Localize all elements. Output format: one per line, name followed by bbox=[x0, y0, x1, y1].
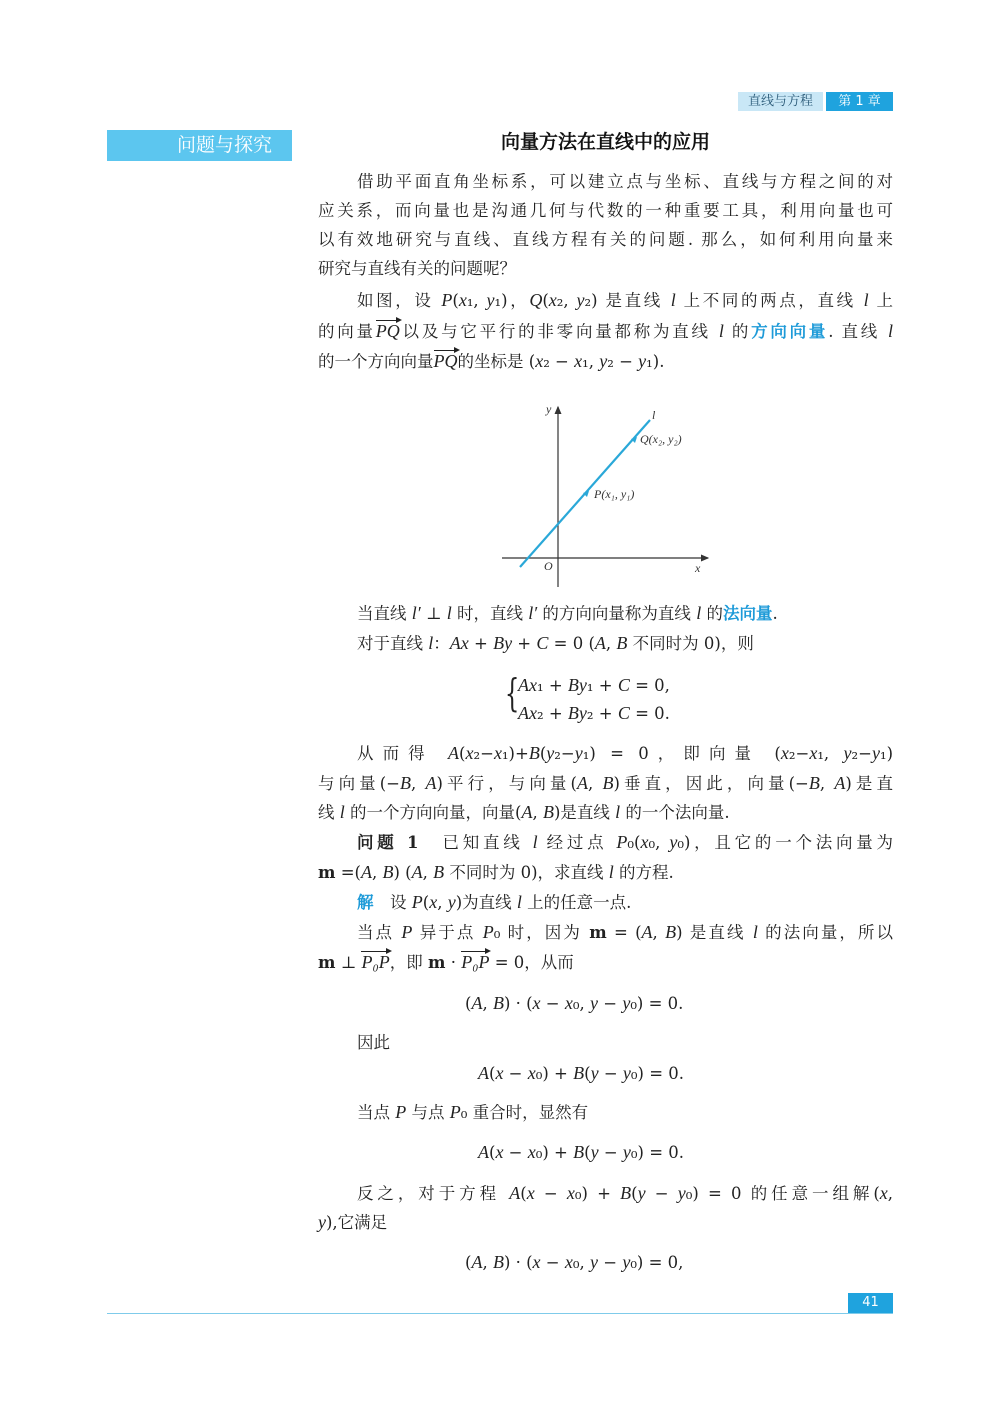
text-line bbox=[357, 830, 893, 855]
text-segment: 的方向向量称为直线 bbox=[537, 604, 697, 623]
point-p-label: P(x₁, y₁) bbox=[594, 487, 635, 501]
text-segment: l bbox=[752, 922, 758, 942]
text-segment: B bbox=[399, 773, 411, 793]
text-segment: y bbox=[590, 1063, 599, 1083]
coordinate-diagram bbox=[490, 395, 720, 595]
text-segment: m bbox=[427, 953, 446, 972]
vector-symbol: P₀P bbox=[361, 952, 390, 972]
running-header-section: 直线与方程 bbox=[738, 92, 823, 111]
text-segment: x bbox=[526, 1183, 535, 1203]
text-segment: ₀) = 0. bbox=[630, 994, 684, 1013]
text-segment: )是直线 bbox=[553, 803, 616, 822]
text-segment: ₂− bbox=[851, 744, 872, 763]
text-segment: C bbox=[536, 633, 549, 653]
text-segment: l bbox=[696, 603, 702, 623]
text-segment: A bbox=[478, 1142, 489, 1162]
text-segment: = ( bbox=[606, 923, 642, 942]
text-segment: B bbox=[433, 862, 445, 882]
text-segment: , bbox=[437, 893, 448, 912]
text-segment: A bbox=[471, 993, 483, 1013]
text-segment: ₀, bbox=[648, 833, 670, 852]
text-segment: − bbox=[598, 1143, 623, 1162]
text-segment: y bbox=[622, 1142, 631, 1162]
text-segment: 的 bbox=[701, 604, 723, 623]
vector-symbol: PQ bbox=[375, 321, 400, 341]
line-label: l bbox=[652, 408, 656, 422]
text-segment: 经过点 bbox=[537, 833, 617, 852]
text-segment: x bbox=[574, 351, 583, 371]
text-segment: ₂− bbox=[788, 744, 810, 763]
vector-symbol: P₀P bbox=[461, 952, 490, 972]
text-segment: B bbox=[808, 773, 820, 793]
text-line bbox=[318, 349, 893, 374]
text-segment: ₂ − bbox=[607, 352, 639, 371]
text-segment: B bbox=[573, 1142, 585, 1162]
text-segment: x bbox=[535, 351, 544, 371]
text-segment: x bbox=[429, 892, 438, 912]
text-segment: , bbox=[819, 774, 835, 793]
text-segment: )平行，与向量( bbox=[436, 774, 577, 793]
text-segment: ₁, bbox=[582, 352, 600, 371]
text-segment: ₀) = 0, bbox=[630, 1253, 684, 1272]
text-segment: A bbox=[411, 862, 423, 882]
text-segment: ₂, bbox=[556, 291, 577, 310]
text-segment: ₀ 重合时，显然有 bbox=[460, 1103, 589, 1122]
text-segment: B bbox=[620, 1183, 632, 1203]
text-segment: P bbox=[395, 1102, 407, 1122]
text-segment: A bbox=[448, 743, 460, 763]
text-line bbox=[318, 951, 893, 975]
text-segment: 上 bbox=[868, 291, 893, 310]
text-segment: ₀( bbox=[627, 833, 641, 852]
vector-symbol: PQ bbox=[433, 351, 458, 371]
text-segment: ₀, bbox=[572, 1253, 590, 1272]
text-segment: y bbox=[576, 290, 585, 310]
text-segment: x bbox=[548, 290, 557, 310]
text-segment: y bbox=[589, 1252, 598, 1272]
text-segment: 的一个法向量. bbox=[620, 803, 730, 822]
text-segment: By bbox=[493, 633, 513, 653]
text-segment: l bbox=[863, 290, 869, 310]
text-segment: 当点 bbox=[357, 923, 402, 942]
text-segment: y bbox=[871, 743, 880, 763]
text-line bbox=[465, 991, 683, 1016]
text-segment: − bbox=[645, 1184, 678, 1203]
text-segment: ₁) bbox=[879, 744, 894, 763]
text-segment: ₁)， bbox=[494, 291, 530, 310]
equation-system-brace: { bbox=[504, 671, 520, 715]
text-segment: A bbox=[834, 773, 846, 793]
text-segment: x bbox=[495, 1063, 504, 1083]
text-segment: x bbox=[564, 1252, 573, 1272]
key-term: 方向向量 bbox=[751, 322, 829, 341]
text-line bbox=[357, 170, 893, 194]
text-segment: B bbox=[542, 802, 554, 822]
text-segment: =( bbox=[335, 863, 361, 882]
text-segment: B bbox=[528, 743, 540, 763]
text-segment: ₂− bbox=[554, 744, 575, 763]
text-segment: 借助平面直角坐标系，可以建立点与坐标、直线与方程之间的对 bbox=[357, 172, 893, 191]
text-segment: ( bbox=[542, 291, 549, 310]
text-line bbox=[318, 800, 893, 825]
text-line bbox=[518, 701, 670, 726]
text-segment: , bbox=[371, 863, 383, 882]
text-segment: ₂ − bbox=[543, 352, 575, 371]
text-segment: ₂ + bbox=[536, 704, 568, 723]
text-segment: A bbox=[509, 1183, 521, 1203]
text-segment: y bbox=[546, 743, 555, 763]
text-segment: − bbox=[598, 1064, 623, 1083]
text-segment: y bbox=[669, 832, 678, 852]
text-segment: 因此 bbox=[357, 1033, 390, 1052]
text-line bbox=[357, 741, 893, 766]
text-segment: · bbox=[445, 953, 462, 972]
text-segment: )垂直，因此，向量(− bbox=[613, 774, 809, 793]
text-segment: ) 是直线 bbox=[676, 923, 753, 942]
text-segment: l′ bbox=[411, 603, 421, 623]
text-segment: B bbox=[492, 993, 504, 1013]
text-segment: = 0, bbox=[629, 676, 670, 695]
text-segment: A bbox=[641, 922, 653, 942]
text-line bbox=[478, 1061, 684, 1086]
text-segment: B bbox=[602, 773, 614, 793]
text-segment: 上不同的两点，直线 bbox=[675, 291, 864, 310]
text-segment: 异于点 bbox=[412, 923, 483, 942]
text-line bbox=[318, 228, 893, 252]
text-segment: ₂) 是直线 bbox=[584, 291, 671, 310]
x-axis-label: x bbox=[695, 561, 701, 575]
text-segment: Ax bbox=[518, 703, 537, 723]
text-line bbox=[357, 288, 893, 313]
key-term: 解 bbox=[357, 893, 374, 912]
text-segment: m bbox=[318, 863, 336, 882]
text-line bbox=[357, 1031, 893, 1055]
text-segment: x bbox=[640, 832, 649, 852]
text-segment: ₀) + bbox=[574, 1184, 621, 1203]
text-segment: y bbox=[574, 743, 583, 763]
text-segment: y bbox=[447, 892, 456, 912]
origin-label: O bbox=[544, 559, 553, 573]
text-segment: x bbox=[532, 1252, 541, 1272]
text-segment: Ax bbox=[449, 633, 469, 653]
text-segment: ( bbox=[489, 1143, 496, 1162]
text-segment: ( bbox=[539, 744, 547, 763]
text-segment: y bbox=[622, 993, 631, 1013]
text-segment: 以及与它平行的非零向量都称为直线 bbox=[399, 322, 719, 341]
text-segment: − bbox=[503, 1143, 528, 1162]
text-segment: − bbox=[534, 1184, 567, 1203]
text-segment: , bbox=[587, 774, 603, 793]
text-segment: x bbox=[527, 1142, 536, 1162]
text-line bbox=[357, 1181, 893, 1206]
text-segment: 已知直线 bbox=[418, 833, 533, 852]
text-segment: l bbox=[615, 802, 621, 822]
text-segment: By bbox=[567, 675, 587, 695]
text-segment: P bbox=[449, 1102, 461, 1122]
text-segment: m bbox=[589, 923, 607, 942]
text-segment: x bbox=[879, 1183, 888, 1203]
text-line bbox=[318, 319, 893, 344]
text-segment: − bbox=[540, 1253, 565, 1272]
text-line bbox=[318, 1210, 893, 1235]
text-segment: , bbox=[652, 923, 666, 942]
text-segment: l bbox=[516, 892, 522, 912]
text-segment: l bbox=[608, 862, 614, 882]
text-segment: x bbox=[527, 1063, 536, 1083]
text-segment: A bbox=[478, 1063, 489, 1083]
text-segment: ₀) + bbox=[535, 1064, 574, 1083]
text-segment: 不同时为 0)，则 bbox=[627, 634, 754, 653]
text-segment: 从而得 bbox=[357, 744, 449, 763]
text-segment: y bbox=[637, 1183, 646, 1203]
text-segment: y bbox=[622, 1252, 631, 1272]
text-segment: l bbox=[670, 290, 676, 310]
text-segment: l′ bbox=[528, 603, 538, 623]
text-segment: + bbox=[512, 634, 537, 653]
text-segment: ( bbox=[465, 994, 472, 1013]
text-segment: x bbox=[495, 1142, 504, 1162]
section-badge: 问题与探究 bbox=[107, 130, 292, 161]
text-segment: 的一个方向向量 bbox=[318, 352, 434, 371]
text-segment: , bbox=[482, 994, 493, 1013]
text-segment: 的坐标是 ( bbox=[457, 352, 536, 371]
text-segment: ( bbox=[465, 1253, 472, 1272]
text-segment: ⊥ bbox=[420, 604, 447, 623]
text-segment: − bbox=[540, 994, 565, 1013]
text-segment: ₀ 时，因为 bbox=[493, 923, 590, 942]
text-segment: x bbox=[566, 1183, 575, 1203]
text-segment: 上的任意一点. bbox=[521, 893, 632, 912]
text-segment: y bbox=[622, 1063, 631, 1083]
text-line bbox=[318, 199, 893, 223]
text-segment: P bbox=[441, 290, 453, 310]
text-segment: ) · ( bbox=[503, 1253, 533, 1272]
text-segment: 线 bbox=[318, 803, 340, 822]
text-segment: y bbox=[590, 1142, 599, 1162]
text-line bbox=[357, 890, 893, 915]
text-segment: P bbox=[616, 832, 628, 852]
text-segment: y bbox=[843, 743, 852, 763]
text-segment: ₀) + bbox=[535, 1143, 574, 1162]
text-segment: By bbox=[567, 703, 587, 723]
text-segment: ( bbox=[452, 291, 459, 310]
text-segment: ₁)+ bbox=[501, 744, 529, 763]
text-segment: = 0. bbox=[629, 704, 670, 723]
text-segment: x bbox=[458, 290, 467, 310]
text-segment: ( bbox=[584, 1064, 591, 1083]
text-segment: A bbox=[576, 773, 588, 793]
text-segment: m bbox=[318, 953, 336, 972]
text-segment: ₀) = 0 的任意一组解( bbox=[685, 1184, 880, 1203]
text-segment: 与向量(− bbox=[318, 774, 400, 793]
text-line bbox=[318, 771, 893, 796]
text-segment: ，即 bbox=[389, 953, 428, 972]
text-segment: ₁ + bbox=[586, 676, 618, 695]
text-segment: y bbox=[318, 1212, 326, 1232]
text-segment: x bbox=[809, 743, 818, 763]
text-segment: y bbox=[638, 351, 647, 371]
text-segment: 的方程. bbox=[613, 863, 674, 882]
text-segment: ₀) = 0. bbox=[630, 1143, 685, 1162]
text-segment: 设 bbox=[373, 893, 412, 912]
text-segment: ₂− bbox=[473, 744, 494, 763]
text-segment: B bbox=[492, 1252, 504, 1272]
text-segment: x bbox=[493, 743, 502, 763]
text-segment: B bbox=[616, 633, 628, 653]
text-segment: , bbox=[605, 634, 617, 653]
text-segment: P bbox=[411, 892, 423, 912]
text-segment: l bbox=[532, 832, 538, 852]
text-segment: B bbox=[665, 922, 677, 942]
text-segment: 的 bbox=[723, 322, 752, 341]
text-segment: , bbox=[887, 1184, 894, 1203]
text-segment: A bbox=[521, 802, 533, 822]
text-segment: B bbox=[382, 862, 394, 882]
text-segment: 研究与直线有关的问题呢？ bbox=[318, 259, 516, 278]
text-line bbox=[465, 1250, 683, 1275]
text-segment: − bbox=[597, 1253, 623, 1272]
text-segment: 如图，设 bbox=[357, 291, 442, 310]
text-segment: ₀, bbox=[572, 994, 590, 1013]
text-segment: 问题 1 bbox=[357, 833, 419, 852]
text-segment: 对于直线 bbox=[357, 634, 429, 653]
text-segment: x bbox=[532, 993, 541, 1013]
text-segment: 反之，对于方程 bbox=[357, 1184, 510, 1203]
text-segment: ( bbox=[584, 1143, 591, 1162]
text-segment: , bbox=[422, 863, 434, 882]
text-segment: = 0，从而 bbox=[489, 953, 574, 972]
footer-rule bbox=[107, 1313, 893, 1314]
text-segment: x bbox=[465, 743, 474, 763]
text-segment: , bbox=[410, 774, 426, 793]
text-segment: y bbox=[486, 290, 495, 310]
text-segment: 以有效地研究与直线、直线方程有关的问题. 那么，如何利用向量来 bbox=[318, 230, 893, 249]
text-segment: ( bbox=[489, 1064, 496, 1083]
text-segment: )是直 bbox=[845, 774, 894, 793]
text-line bbox=[357, 1100, 893, 1125]
text-segment: A bbox=[471, 1252, 483, 1272]
text-segment: = 0 ( bbox=[548, 634, 595, 653]
text-segment: . bbox=[772, 604, 778, 623]
text-line bbox=[478, 1140, 684, 1165]
text-segment: 与点 bbox=[406, 1103, 450, 1122]
text-segment: ( bbox=[459, 744, 466, 763]
point-q-label: Q(x₂, y₂) bbox=[640, 432, 682, 446]
text-segment: ₁) = 0，即向量 ( bbox=[582, 744, 781, 763]
text-line bbox=[357, 920, 893, 945]
text-segment: ) · ( bbox=[503, 994, 533, 1013]
text-segment: ₁, bbox=[466, 291, 487, 310]
text-segment: , bbox=[532, 803, 543, 822]
text-segment: 不同时为 0)，求直线 bbox=[444, 863, 609, 882]
text-segment: − bbox=[597, 994, 623, 1013]
text-segment: A bbox=[425, 773, 437, 793]
text-segment: − bbox=[503, 1064, 528, 1083]
text-line bbox=[357, 631, 893, 656]
text-segment: ₀) = 0. bbox=[630, 1064, 685, 1083]
text-segment: P bbox=[482, 922, 494, 942]
text-segment: C bbox=[617, 703, 630, 723]
key-term: 法向量 bbox=[722, 604, 773, 623]
text-segment: x bbox=[780, 743, 789, 763]
text-segment: y bbox=[599, 351, 608, 371]
text-segment: C bbox=[617, 675, 630, 695]
text-segment: 的法向量，所以 bbox=[757, 923, 893, 942]
text-segment: l bbox=[428, 633, 434, 653]
text-segment: ( bbox=[422, 893, 430, 912]
text-segment: 应关系，而向量也是沟通几何与代数的一种重要工具，利用向量也可 bbox=[318, 201, 893, 220]
text-segment: ) ( bbox=[393, 863, 412, 882]
text-line bbox=[318, 257, 893, 281]
text-segment: + bbox=[468, 634, 494, 653]
text-segment: l bbox=[718, 321, 724, 341]
text-segment: , bbox=[482, 1253, 493, 1272]
text-segment: A bbox=[360, 862, 372, 882]
text-segment: )为直线 bbox=[455, 893, 517, 912]
text-segment: y bbox=[677, 1183, 686, 1203]
text-segment: . 直线 bbox=[828, 322, 888, 341]
text-segment: ₁, bbox=[817, 744, 844, 763]
text-segment: x bbox=[564, 993, 573, 1013]
text-segment: ： bbox=[433, 634, 450, 653]
text-segment: y bbox=[589, 993, 598, 1013]
text-segment: 的向量 bbox=[318, 322, 376, 341]
text-line bbox=[357, 601, 893, 626]
text-segment: l bbox=[339, 802, 345, 822]
text-segment: ₂ + bbox=[586, 704, 618, 723]
text-segment: A bbox=[594, 633, 606, 653]
text-segment: B bbox=[573, 1063, 585, 1083]
text-segment: ⊥ bbox=[335, 953, 362, 972]
text-segment: ₀)，且它的一个法向量为 bbox=[677, 833, 893, 852]
text-segment: 当直线 bbox=[357, 604, 412, 623]
text-segment: P bbox=[401, 922, 413, 942]
page-title: 向量方法在直线中的应用 bbox=[500, 131, 710, 153]
text-segment: ₁ + bbox=[536, 676, 568, 695]
running-header-chapter: 第 1 章 bbox=[826, 92, 893, 111]
text-segment: l bbox=[887, 321, 893, 341]
text-segment: l bbox=[446, 603, 452, 623]
text-line bbox=[518, 673, 670, 698]
text-segment: ( bbox=[631, 1184, 638, 1203]
text-segment: ),它满足 bbox=[326, 1213, 388, 1232]
text-segment: ( bbox=[520, 1184, 527, 1203]
text-segment: 当点 bbox=[357, 1103, 396, 1122]
text-segment: ₁). bbox=[646, 352, 665, 371]
text-segment: Ax bbox=[518, 675, 537, 695]
text-segment: 的一个方向向量，向量( bbox=[344, 803, 522, 822]
text-segment: Q bbox=[529, 290, 543, 310]
y-axis-label: y bbox=[546, 402, 552, 416]
page-number: 41 bbox=[848, 1293, 893, 1313]
text-line bbox=[318, 860, 893, 885]
text-segment: 时，直线 bbox=[451, 604, 529, 623]
